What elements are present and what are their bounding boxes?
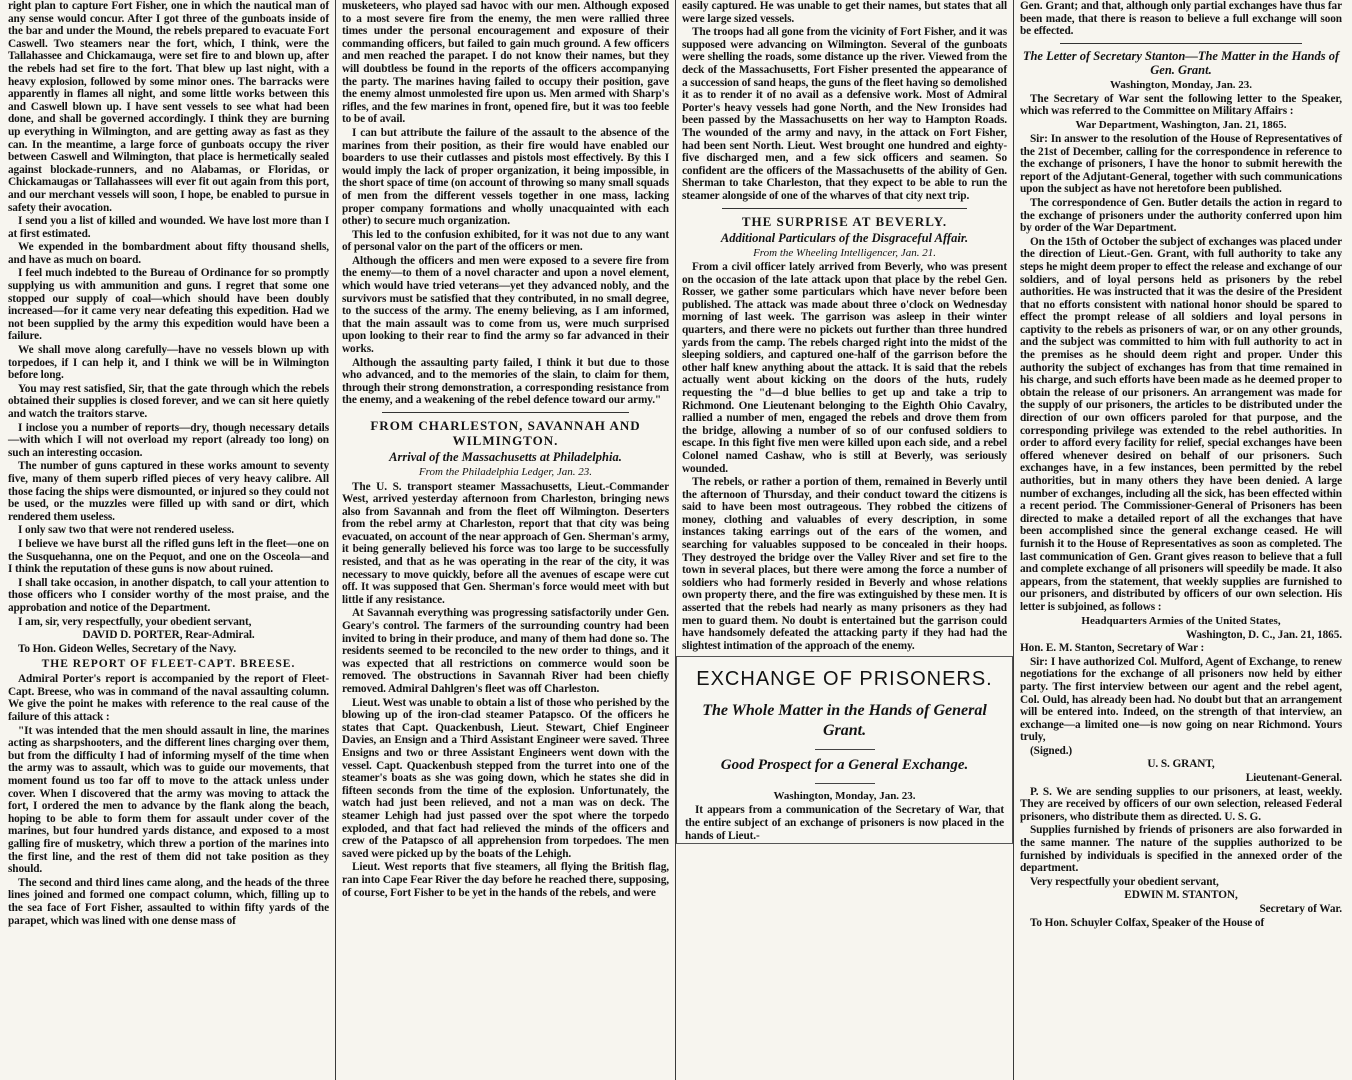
paragraph: The rebels, or rather a portion of them, remained in Beverly until the afternoon of Thursday, and their conduct toward the citizens is said to have been most outrageous. They robbed the citizens of money, clothing and valuables of every description, in some instances taking earrings out of the ears of the women, and searching for valuables supposed to be concealed in their hoops. They destroyed the bridge over the Valley River and set fire to the town in several places, but there were among the force a number of soldiers who had formerly resided in Beverly and whose relations own property there, and the fire was extinguished by these men. It is asserted that the rebels had nearly as many prisoners as they had men to guard them. No doubt is entertained but the garrison could have handsomely defeated the attacking party if they had had the slightest intimation of the approach of the enemy. xyxy=(682,476,1007,652)
paragraph: The number of guns captured in these works amount to seventy five, many of them superb rifled pieces of very heavy calibre. All those facing the ships were dismounted, or injured so they could not be used, or the muzzles were filled up with sand or dirt, which rendered them useless. xyxy=(8,460,329,523)
column-2 xyxy=(336,0,676,1080)
paragraph: I only saw two that were not rendered useless. xyxy=(18,524,234,537)
paragraph: I believe we have burst all the rifled guns left in the fleet—one on the Susquehanna, one on the Pequot, and one on the Osceola—and I think the reputation of these guns is now about ruined. xyxy=(8,537,329,576)
signed-note: (Signed.) xyxy=(1030,744,1073,757)
paragraph: I can but attribute the failure of the assault to the absence of the marines from their position, as their fire would have enabled our boarders to use their cutlasses and pistols most effectively. By this I would imply the lack of proper organization, it being impossible, in the short space of time (on account of throwing so many small squads of men from the different vessels together in one mass, lacking proper company formations and wholly unacquainted with each other) to secure much organization. xyxy=(342,126,669,228)
divider xyxy=(815,783,875,784)
paragraph: Lieut. West was unable to obtain a list of those who perished by the blowing up of the iron-clad steamer Patapsco. Of the officers he states that Capt. Quackenbush, Lieut. Stewart, Chief Engineer Davies, an Ensign and a Third Assistant Engineer were saved. Three Ensigns and two or three Assistant Engineers went down with the vessel. Capt. Quackenbush stepped from the turret into one of the steamer's boats as she was going down, which he states she did in fifteen seconds from the time of the explosion. Unfortunately, the watch had just been relieved, and not a man was on deck. The steamer Lehigh had just passed over the spot where the torpedo exploded, and that fact had relieved the minds of the officers and crew of the Patapsco of all apprehension from torpedoes. The men saved were picked up by the boats of the Lehigh. xyxy=(342,696,669,860)
paragraph: right plan to capture Fort Fisher, one in which the nautical man of any sense would concur. After I got three of the gunboats inside of the bar and under the Mound, the rebels prepared to evacuate Fort Caswell. Two steamers near the fort, which, I think, were the Tallahassee and Chickamauga, were set fire to and blown up, after the rebels had set fire to the fort. That blew up last night, with a heavy explosion, followed by some minor ones. The barracks were apparently in flames all night, and some little works between this and Caswell blown up. I have sent vessels to see what had been done, and shall be governed accordingly. I think they are burning up everything in Wilmington, and are getting away as fast as they can. In the meantime, a large force of gunboats occupy the river between Caswell and Wilmington, that place is hermetically sealed against blockade-runners, and no Alabamas, or Floridas, or Chickamaugas or Tallahassees will ever fit out again from this port, and our merchant vessels will soon, I hope, be enabled to pursue in safety their avocation. xyxy=(8,0,329,214)
paragraph: The Secretary of War sent the following letter to the Speaker, which was referred to the Committee on Military Affairs : xyxy=(1020,92,1342,118)
paragraph: The troops had all gone from the vicinity of Fort Fisher, and it was supposed were advancing on Wilmington. Several of the gunboats were shelling the roads, some distance up the river. Viewed from the deck of the Massachusetts, Fort Fisher presented the appearance of a succession of sand heaps, the guns of the fleet having so demolished it as to render it of no avail as a defensive work. Most of Admiral Porter's heavy vessels had gone North, and the New Ironsides had been passed by the Massachusetts on her way to Hampton Roads. The wounded of the army and navy, in the attack on Fort Fisher, had been sent North. Lieut. West brought one hundred and eighty-five discharged men, and a few sick officers and seamen. So confident are the officers of the Massachusetts of the ability of Gen. Sherman to take Charleston, that they expect to be able to run the steamer alongside of one of the wharves of that city next trip. xyxy=(682,26,1007,202)
paragraph: On the 15th of October the subject of exchanges was placed under the direction of Lieut.-Gen. Grant, with full authority to take any steps he might deem proper to effect the release and exchange of our soldiers, and of loyal persons held as prisoners by the rebel authorities. He was instructed that it was the desire of the President that no efforts consistent with national honor should be spared to effect the prompt release of all soldiers and loyal persons in captivity to the rebels as prisoners of war, or on any other grounds, and the subject was committed to him with full authority to act in the premises as he should deem right and proper. Under this authority the subject of exchanges has from that time remained in his charge, and such efforts have been made as he deemed proper to obtain the release of our prisoners. An arrangement was made for the supply of our prisoners, the articles to be distributed under the direction of our own officers paroled for that purpose, and the corresponding privilege was extended to the rebel authorities. In order to afford every facility for relief, special exchanges have been offered whenever desired on behalf of our prisoners. Such exchanges have, in a few instances, been permitted by the rebel authorities, but in many others they have been denied. A large number of exchanges, including all the sick, has been effected within a recent period. The Commissioner-General of Prisoners has been directed to make a detailed report of all the exchanges that have been accomplished since the general exchange ceased. He will furnish it to the House of Representatives as soon as completed. The last communication of Gen. Grant gives reason to believe that a full and complete exchange of all prisoners will speedily be made. It also appears, from the statement, that weekly supplies are furnished to our prisoners, and distributed by officers of our own selection. His letter is subjoined, as follows : xyxy=(1020,235,1343,613)
signature: DAVID D. PORTER, Rear-Admiral. xyxy=(82,629,255,642)
paragraph: From a civil officer lately arrived from Beverly, who was present on the occasion of the late attack upon that place by the rebel Gen. Rosser, we gather some particulars which have never before been published. The attack was made about three o'clock on Wednesday morning of last week. The garrison was asleep in their winter quarters, and there were no pickets out further than three hundred yards from the camp. The rebels charged right into the midst of the sleeping soldiers, and captured one-half of the garrison before the other half knew anything about the attack. It is said that the rebels actually went about kicking on the doors of the huts, rudely requesting the "d—d blue bellies to get up and take a trip to Richmond. One Lieutenant belonging to the Eighth Ohio Cavalry, rallied a number of men, engaged the rebels and drove them from the bridge, allowing a number of so of our confused soldiers to escape. In this fight five men were killed upon each side, and a rebel Colonel named Cashaw, who is still at Beverly, was seriously wounded. xyxy=(682,261,1007,475)
paragraph: It appears from a communication of the Secretary of War, that the entire subject of an exchange of prisoners is now placed in the hands of Lieut.- xyxy=(685,804,1004,842)
exchange-article-box xyxy=(676,656,1013,844)
paragraph: I am, sir, very respectfully, your obedient servant, xyxy=(18,615,252,628)
paragraph: I feel much indebted to the Bureau of Ordinance for so promptly supplying us with ammunition and guns. I regret that some one stopped our supply of coal—which should have been doubly increased—for it came very near defeating this expedition. Had we not been supplied by the army this expedition would have been a failure. xyxy=(8,267,329,343)
letterhead: Headquarters Armies of the United States, xyxy=(1081,614,1281,627)
paragraph: musketeers, who played sad havoc with our men. Although exposed to a most severe fire from the enemy, the men were rallied three times under the personal encouragement and exposure of their commanding officers, but failed to gain much ground. A few officers and men reached the parapet. I do not know their names, but they will doubtless be found in the reports of the officers accompanying the party. The marines having failed to occupy their position, gave the enemy almost unmolested fire upon us. Men armed with Sharp's rifles, and the few marines in front, opened fire, but it was too feeble to be of avail. xyxy=(342,0,669,126)
paragraph: "It was intended that the men should assault in line, the marines acting as sharpshooters, and the different lines charging over them, but from the difficulty I had of informing myself of the time when the army was to assault, which was to guide our movements, that moment found us too far off to move to the attack unless under cover. When I discovered that the army was moving to attack the fort, I ordered the men to advance by the flank along the beach, hoping to be able to form them for assault under cover of the marines, but four hundred yards distance, and exposed to a most galling fire of musketry, which threw a portion of the marines into the first line, and the rest of them did not take position as they should. xyxy=(8,724,329,876)
paragraph: You may rest satisfied, Sir, that the gate through which the rebels obtained their supplies is closed forever, and we can sit here quietly and watch the traitors starve. xyxy=(8,382,329,420)
paragraph: This led to the confusion exhibited, for it was not due to any want of personal valor on the part of the officers or men. xyxy=(342,228,669,254)
paragraph: At Savannah everything was progressing satisfactorily under Gen. Geary's control. The farmers of the surrounding country had been invited to bring in their produce, and many of them had done so. The residents seemed to be reconciled to the new order to things, and it was expected that all restrictions on commerce would soon be removed. The obstructions in Savannah River had been chiefly removed. Admiral Dahlgren's fleet was off Charleston. xyxy=(342,607,669,695)
divider xyxy=(382,412,629,413)
dateline: Washington, Monday, Jan. 23. xyxy=(1109,78,1253,91)
article-deck: Additional Particulars of the Disgraceful Affair. xyxy=(720,230,969,245)
paragraph: P. S. We are sending supplies to our prisoners, at least, weekly. They are received by officers of our own selection, released Federal prisoners, who distribute them as directed. U. S. G. xyxy=(1020,785,1342,823)
dateline: War Department, Washington, Jan. 21, 1865. xyxy=(1075,118,1287,131)
paragraph: Lieut. West reports that five steamers, all flying the British flag, ran into Cape Fear River the day before he reached there, supposing, of course, Fort Fisher to be yet in the hands of the rebels, and were xyxy=(342,861,669,899)
article-deck: Good Prospect for a General Exchange. xyxy=(720,757,969,774)
column-4 xyxy=(1014,0,1348,1080)
paragraph: I inclose you a number of reports—dry, though necessary details—with which I will not overload my report (already too long) on such an interesting occasion. xyxy=(8,421,329,459)
paragraph: The U. S. transport steamer Massachusetts, Lieut.-Commander West, arrived yesterday afternoon from Charleston, bringing news also from Savannah and from the fleet off Wilmington. Deserters from the rebel army at Charleston, report that that city was being evacuated, on account of the near approach of Gen. Sherman's army, it being generally believed his force was too large to be successfully resisted, and that as he was operating in the rear of the city, it was necessary to move quickly, before all the avenues of escape were cut off. It was supposed that Gen. Sherman's force would meet with but little if any resistance. xyxy=(342,480,669,606)
article-headline: The Letter of Secretary Stanton—The Matter in the Hands of Gen. Grant. xyxy=(1022,48,1340,77)
divider xyxy=(1060,43,1302,44)
paragraph: The second and third lines came along, and the heads of the three lines joined and formed one compact column, which, filling up to the sea face of Fort Fisher, assaulted to within fifty yards of the parapet, which was lined with one dense mass of xyxy=(8,876,329,927)
signature: U. S. GRANT, xyxy=(1147,758,1215,771)
signature-title: Secretary of War. xyxy=(1259,903,1342,915)
article-headline: EXCHANGE OF PRISONERS. xyxy=(696,668,993,691)
paragraph: I send you a list of killed and wounded. We have lost more than I at first estimated. xyxy=(8,215,329,240)
addressee: To Hon. Gideon Welles, Secretary of the Navy. xyxy=(18,642,237,655)
dateline: Washington, Monday, Jan. 23. xyxy=(773,790,916,803)
signature-title: Lieutenant-General. xyxy=(1245,772,1342,785)
paragraph: Supplies furnished by friends of prisoners are also forwarded in the same manner. The nature of the supplies authorized to be furnished by individuals is specified in the annexed order of the department. xyxy=(1020,824,1342,875)
column-3 xyxy=(676,0,1014,1080)
paragraph: Sir: In answer to the resolution of the House of Representatives of the 21st of December, calling for the correspondence in reference to the exchange of prisoners, I have the honor to submit herewith the report of the Adjutant-General, together with such communications upon the subject as have not heretofore been published. xyxy=(1020,132,1342,196)
divider xyxy=(815,749,875,750)
article-deck: The Whole Matter in the Hands of General Grant. xyxy=(702,702,987,740)
paragraph: Admiral Porter's report is accompanied by the report of Fleet-Capt. Breese, who was in command of the naval assaulting column. We give the point he makes with reference to the real cause of the failure of this attack : xyxy=(8,673,329,724)
paragraph: The correspondence of Gen. Butler details the action in regard to the exchange of prisoners under the authority conferred upon him by order of the War Department. xyxy=(1020,196,1342,235)
salutation: Hon. E. M. Stanton, Secretary of War : xyxy=(1020,642,1205,655)
section-subhead: THE REPORT OF FLEET-CAPT. BREESE. xyxy=(41,658,296,671)
paragraph: Although the assaulting party failed, I think it but due to those who advanced, and to the memories of the slain, to claim for them, through their strong demonstration, a corresponding resistance from the enemy, and a weakening of the rebel defence toward our army." xyxy=(342,356,669,407)
paragraph: I shall take occasion, in another dispatch, to call your attention to those officers who I consider worthy of the most praise, and the approbation and notice of the Department. xyxy=(8,576,329,614)
article-deck: Arrival of the Massachusetts at Philadelphia. xyxy=(389,450,622,464)
paragraph: Very respectfully your obedient servant, xyxy=(1030,875,1219,888)
paragraph: We expended in the bombardment about fifty thousand shells, and have as much on board. xyxy=(8,241,329,266)
paragraph: Sir: I have authorized Col. Mulford, Agent of Exchange, to renew negotiations for the exchange of all prisoners now held by either party. The first interview between our agent and the rebel agent, Col. Ould, has already been had. No doubt but that an arrangement will be entered into. Indeed, on the strength of that interview, an exchange—a limited one—is now going on near Richmond. Yours truly, xyxy=(1020,655,1342,744)
article-source: From the Wheeling Intelligencer, Jan. 21. xyxy=(753,246,936,259)
article-headline: THE SURPRISE AT BEVERLY. xyxy=(741,213,948,229)
paragraph: Although the officers and men were exposed to a severe fire from the enemy—to them of a novel character and upon a novel element, which would have tried veterans—yet they advanced nobly, and the survivors must be satisfied that they contributed, in no small degree, to the success of the army. The enemy believing, as I am informed, that the main assault was to come from us, were much surprised upon looking to their rear to find the army so far advanced in their works. xyxy=(342,254,669,356)
divider xyxy=(722,208,967,209)
paragraph: easily captured. He was unable to get their names, but states that all were large sized vessels. xyxy=(682,0,1007,25)
column-1 xyxy=(2,0,336,1080)
article-headline: FROM CHARLESTON, SAVANNAH AND WILMINGTON. xyxy=(370,418,641,448)
paragraph: We shall move along carefully—have no vessels blown up with torpedoes, if I can help it, and I think we will be in Wilmington before long. xyxy=(8,344,329,382)
signature: EDWIN M. STANTON, xyxy=(1124,889,1238,902)
closing-line: To Hon. Schuyler Colfax, Speaker of the House of xyxy=(1030,916,1265,929)
paragraph: Gen. Grant; and that, although only partial exchanges have thus far been made, that there is reason to believe a full exchange will soon be effected. xyxy=(1020,0,1342,38)
letter-date: Washington, D. C., Jan. 21, 1865. xyxy=(1185,628,1342,641)
article-source: From the Philadelphia Ledger, Jan. 23. xyxy=(418,466,593,478)
